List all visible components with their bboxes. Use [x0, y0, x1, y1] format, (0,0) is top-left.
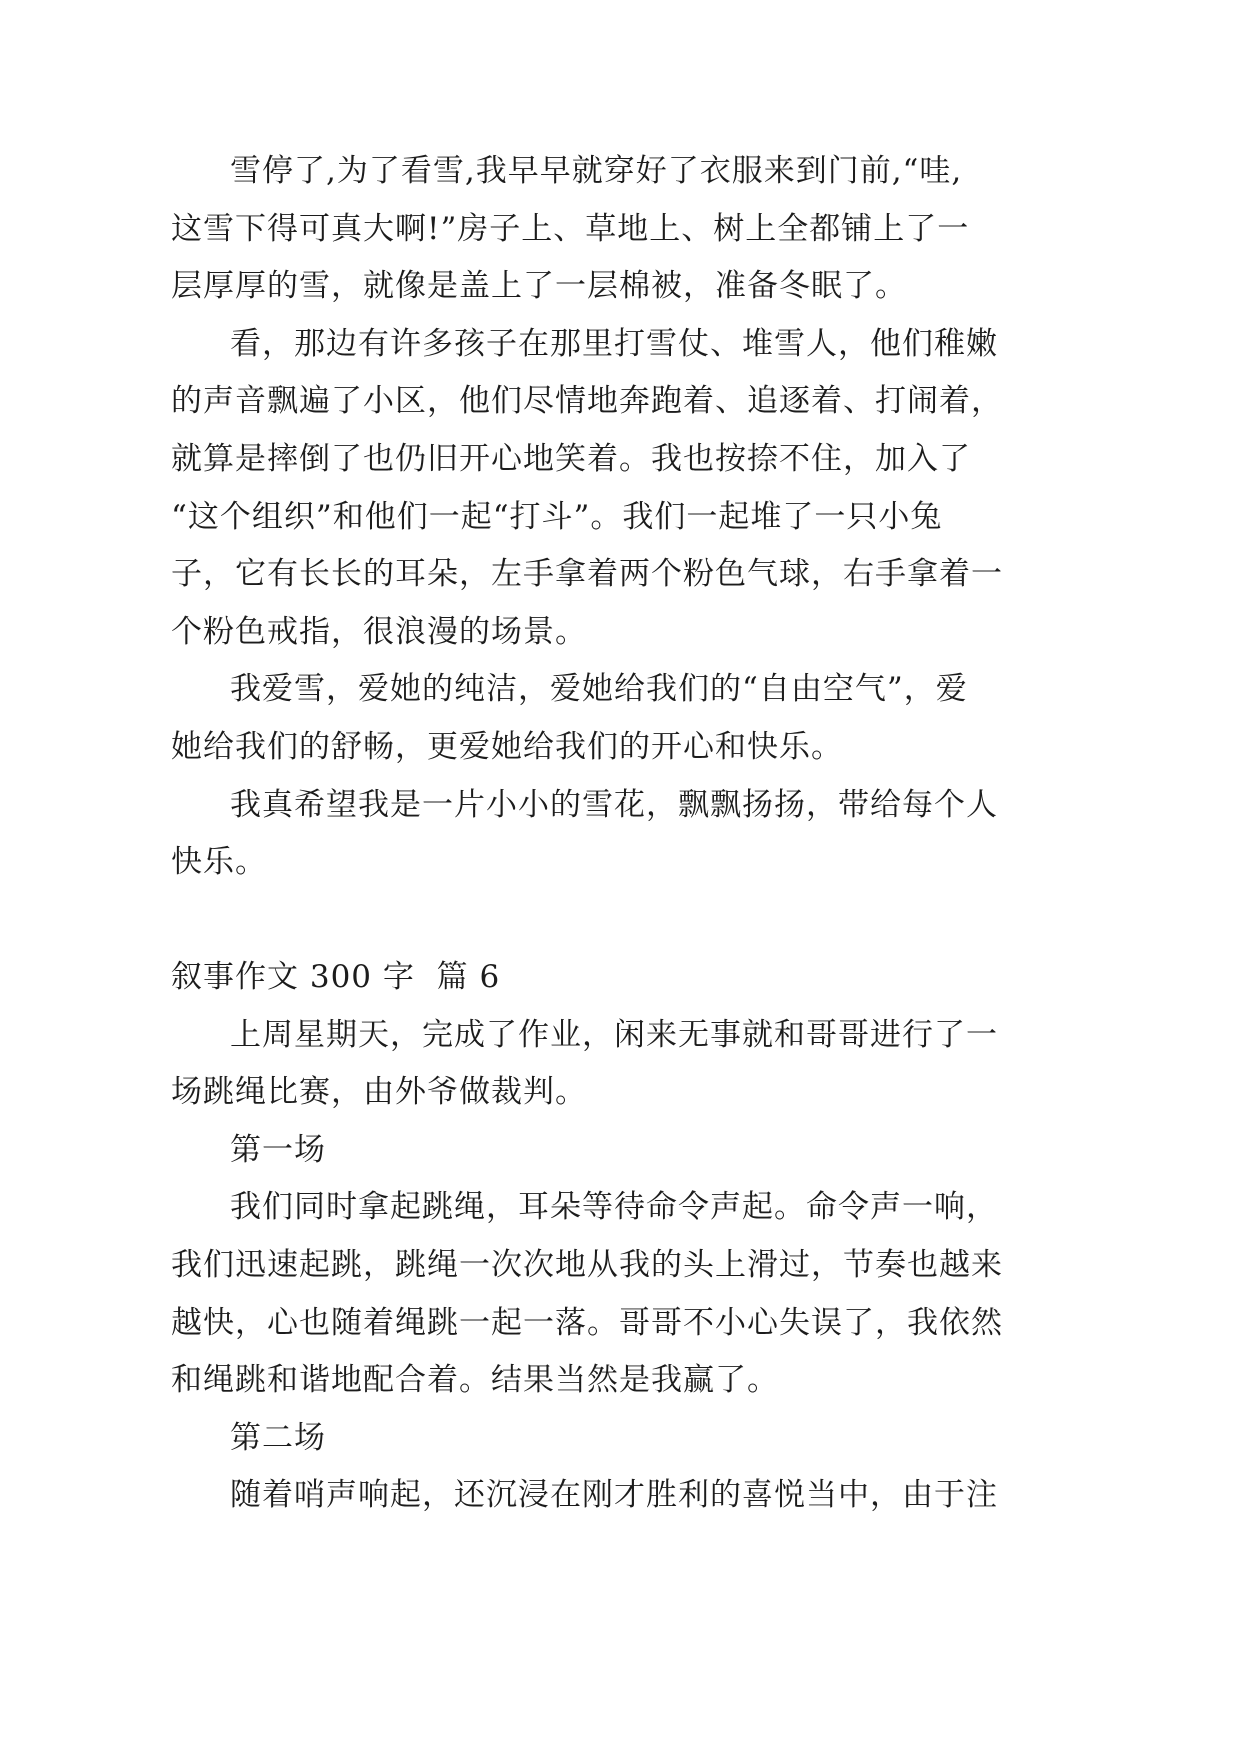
subheading-second-round: 第二场: [230, 1420, 326, 1456]
paragraph-2-line-2: 的声音飘遍了小区，他们尽情地奔跑着、追逐着、打闹着，: [171, 383, 1003, 419]
paragraph-6-line-2: 我们迅速起跳，跳绳一次次地从我的头上滑过，节奏也越来: [171, 1247, 1003, 1283]
paragraph-2-line-1: 看，那边有许多孩子在那里打雪仗、堆雪人，他们稚嫩: [230, 326, 998, 362]
paragraph-7-line-1: 随着哨声响起，还沉浸在刚才胜利的喜悦当中，由于注: [230, 1477, 998, 1513]
section-heading: 叙事作文 300 字 篇 6: [171, 959, 501, 995]
paragraph-6-line-4: 和绳跳和谐地配合着。结果当然是我赢了。: [171, 1362, 779, 1398]
paragraph-4-line-1: 我真希望我是一片小小的雪花，飘飘扬扬，带给每个人: [230, 787, 998, 823]
paragraph-1-line-1: 雪停了,为了看雪,我早早就穿好了衣服来到门前,“哇,: [230, 153, 963, 189]
paragraph-1-line-3: 层厚厚的雪，就像是盖上了一层棉被，准备冬眠了。: [171, 268, 907, 304]
paragraph-3-line-2: 她给我们的舒畅，更爱她给我们的开心和快乐。: [171, 729, 843, 765]
paragraph-6-line-1: 我们同时拿起跳绳，耳朵等待命令声起。命令声一响，: [230, 1189, 998, 1225]
paragraph-4-line-2: 快乐。: [171, 844, 267, 880]
paragraph-2-line-3: 就算是摔倒了也仍旧开心地笑着。我也按捺不住，加入了: [171, 441, 971, 477]
paragraph-2-line-6: 个粉色戒指，很浪漫的场景。: [171, 614, 587, 650]
paragraph-5-line-1: 上周星期天，完成了作业，闲来无事就和哥哥进行了一: [230, 1017, 998, 1053]
paragraph-6-line-3: 越快，心也随着绳跳一起一落。哥哥不小心失误了，我依然: [171, 1305, 1003, 1341]
subheading-first-round: 第一场: [230, 1132, 326, 1168]
paragraph-3-line-1: 我爱雪，爱她的纯洁，爱她给我们的“自由空气”，爱: [230, 671, 968, 707]
paragraph-2-line-5: 子，它有长长的耳朵，左手拿着两个粉色气球，右手拿着一: [171, 556, 1003, 592]
paragraph-5-line-2: 场跳绳比赛，由外爷做裁判。: [171, 1074, 587, 1110]
paragraph-2-line-4: “这个组织”和他们一起“打斗”。我们一起堆了一只小兔: [171, 499, 943, 535]
paragraph-1-line-2: 这雪下得可真大啊!”房子上、草地上、树上全都铺上了一: [171, 211, 970, 247]
